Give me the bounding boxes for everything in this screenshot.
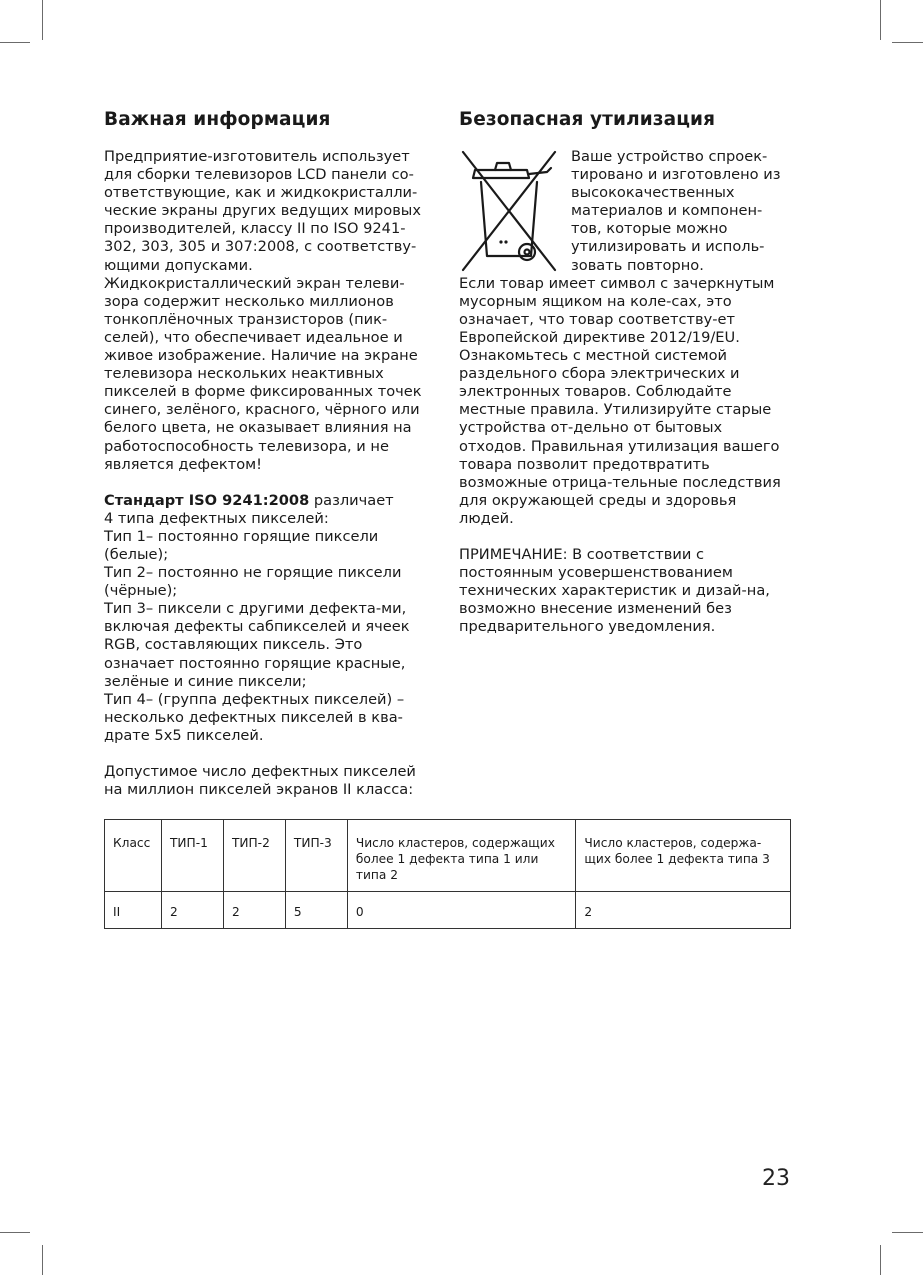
crop-mark: [42, 1245, 43, 1275]
crop-mark: [42, 0, 43, 40]
manufacturer-paragraph: Предприятие-изготовитель использует для сборки телевизоров LCD панели со-ответствующие, как и жидкокристалли-ческие экраны других ведущих мировых производителей, классу II по ISO 9241-302, 303, 305 и 307:2008, с соответству-ющими допусками.: [104, 148, 421, 274]
defect-type-3: Тип 3– пиксели с другими дефекта-ми, включая дефекты сабпикселей и ячеек RGB, составляющих пиксель. Это означает постоянно горящие красные, зелёные и синие пиксели;: [104, 600, 410, 690]
lcd-paragraph: Жидкокристаллический экран телеви-зора содержит несколько миллионов тонкоплёночных транзисторов (пик-селей), что обеспечивает идеальное и живое изображение. Наличие на экране телевизора нескольких неактивных пикселей в форме фиксированных точек синего, зелёного, красного, чёрного или белого цвета, не оказывает влияния на работоспособность телевизора, и не является дефектом!: [104, 274, 422, 473]
crop-mark: [0, 42, 30, 43]
standard-lead: Стандарт ISO 9241:2008: [104, 491, 310, 509]
table-cell: 0: [347, 892, 576, 929]
defect-type-4: Тип 4– (группа дефектных пикселей) – несколько дефектных пикселей в ква-драте 5x5 пикселей.: [104, 690, 405, 744]
standard-line-2: 4 типа дефектных пикселей:: [104, 509, 329, 527]
table-header-cell: ТИП-3: [285, 820, 347, 892]
allowed-defects-paragraph: Допустимое число дефектных пикселей на миллион пикселей экранов II класса:: [104, 763, 416, 799]
crop-mark: [892, 1232, 923, 1233]
table-header-cell: Число кластеров, содержа-щих более 1 дефекта типа 3: [576, 820, 791, 892]
standard-rest: различает: [309, 491, 394, 509]
disposal-paragraph-1: Ваше устройство спроек-тировано и изготовлено из высококачественных материалов и компонен-тов, которые можно утилизировать и исполь-зовать повторно.: [571, 148, 781, 274]
table-header-cell: ТИП-1: [161, 820, 223, 892]
crop-mark: [0, 1232, 30, 1233]
defect-type-2: Тип 2– постоянно не горящие пиксели (чёрные);: [104, 564, 402, 600]
table-header-cell: ТИП-2: [223, 820, 285, 892]
disposal-paragraph-2: Если товар имеет символ с зачеркнутым мусорным ящиком на коле-сах, это означает, что товар соответству-ет Европейской директиве 2012/19/EU. Ознакомьтесь с местной системой раздельного сбора электрических и электронных товаров. Соблюдайте местные правила. Утилизируйте старые устройства от-дельно от бытовых отходов. Правильная утилизация вашего товара позволит предотвратить возможные отрица-тельные последствия для окружающей среды и здоровья людей.: [459, 274, 781, 527]
crop-mark: [880, 1245, 881, 1275]
crop-mark: [892, 42, 923, 43]
defect-pixels-table: [104, 819, 791, 929]
section-heading: Важная информация: [104, 109, 331, 130]
note-paragraph: ПРИМЕЧАНИЕ: В соответствии с постоянным усовершенствованием технических характеристик и дизай-на, возможно внесение изменений без предварительного уведомления.: [459, 545, 770, 636]
table-cell: 2: [161, 892, 223, 929]
table-header-row: [105, 820, 791, 892]
table-header-cell: Класс: [105, 820, 162, 892]
table-cell: 2: [223, 892, 285, 929]
defect-type-1: Тип 1– постоянно горящие пиксели (белые);: [104, 527, 379, 563]
table-cell: 2: [576, 892, 791, 929]
section-heading: Безопасная утилизация: [459, 109, 716, 130]
table-header-cell: Число кластеров, содержащих более 1 дефекта типа 1 или типа 2: [347, 820, 576, 892]
table-cell: II: [105, 892, 162, 929]
table-cell: 5: [285, 892, 347, 929]
page-number: 23: [762, 1166, 790, 1191]
crop-mark: [880, 0, 881, 40]
crossed-out-wheelie-bin-icon: [459, 148, 559, 272]
safe-disposal-section: [459, 108, 791, 636]
table-row: [105, 892, 791, 929]
important-info-section: [104, 108, 434, 799]
standard-line: [104, 492, 434, 510]
